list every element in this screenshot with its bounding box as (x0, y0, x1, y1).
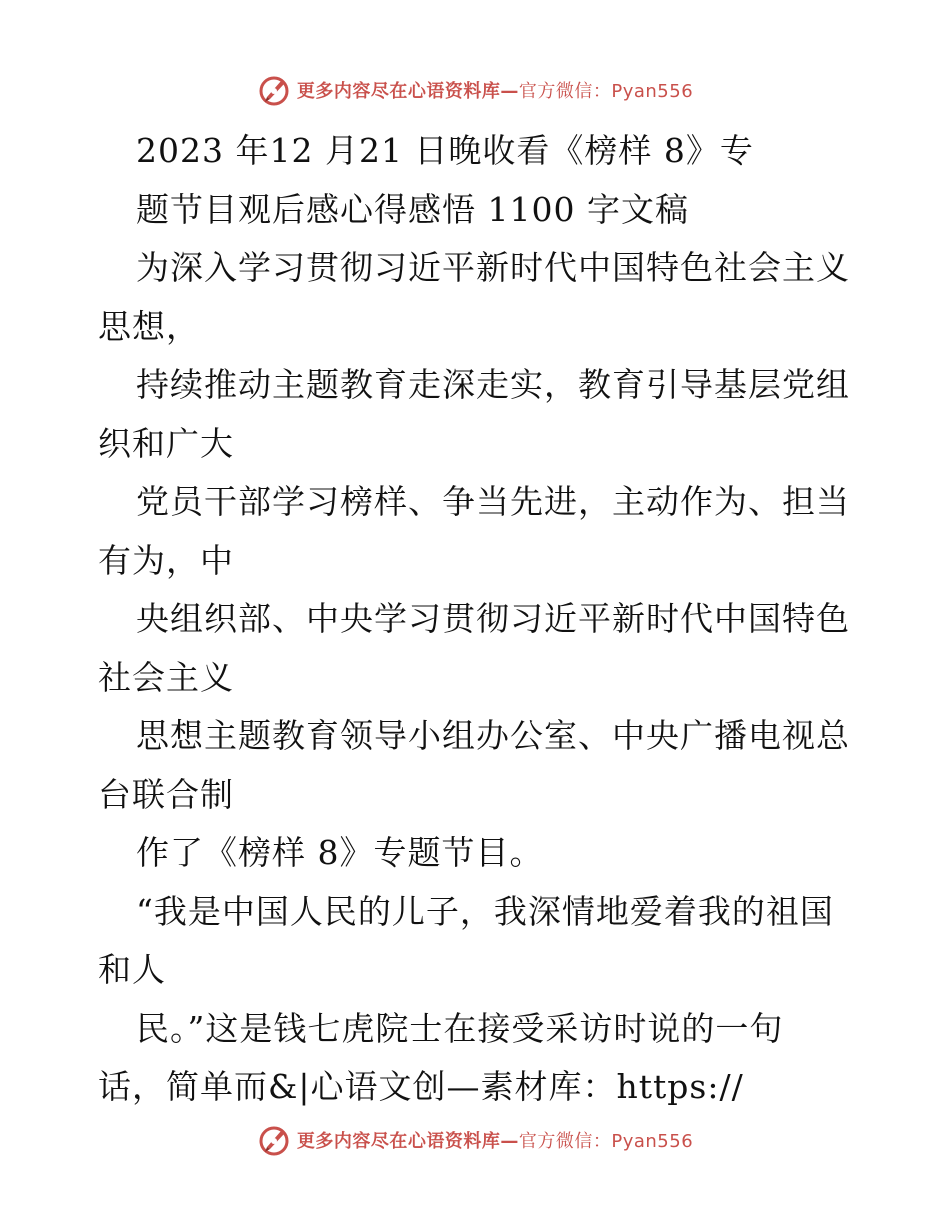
body-line: 思想， (98, 306, 200, 346)
watermark-wechat-label: 官方微信： (518, 81, 612, 102)
footer-watermark (0, 1120, 950, 1160)
quill-pen-logo-icon (257, 1123, 291, 1157)
body-line: 央组织部、中央学习贯彻习近平新时代中国特色 (136, 599, 850, 638)
body-line: 党员干部学习榜样、争当先进，主动作为、担当 (136, 482, 850, 521)
body-line: “我是中国人民的儿子，我深情地爱着我的祖国 (136, 891, 834, 931)
document-body (98, 122, 858, 1117)
quill-pen-logo-icon (257, 73, 291, 107)
body-line: 民。”这是钱七虎院士在接受采访时说的一句 (136, 1008, 784, 1048)
body-line: 织和广大 (98, 423, 234, 463)
watermark-group (257, 1123, 693, 1157)
body-line: 思想主题教育领导小组办公室、中央广播电视总 (136, 716, 850, 755)
watermark-brand: 更多内容尽在心语资料库 (296, 1131, 501, 1152)
watermark-group (257, 73, 693, 107)
watermark-text (297, 77, 693, 103)
body-line: 台联合制 (98, 774, 234, 814)
body-line: 有为，中 (98, 540, 234, 580)
header-watermark (0, 70, 950, 110)
title-line-1: 2023 年12 月21 日晚收看《榜样 8》专 (136, 131, 754, 170)
watermark-separator: — (500, 81, 519, 102)
watermark-wechat-label: 官方微信： (518, 1131, 612, 1152)
watermark-separator: — (500, 1131, 519, 1152)
body-line: 作了《榜样 8》专题节目。 (136, 833, 544, 872)
body-line: 社会主义 (98, 657, 234, 697)
watermark-wechat-id: Pyan556 (611, 1131, 694, 1152)
watermark-wechat-id: Pyan556 (611, 81, 694, 102)
body-line: 话，简单而&|心语文创—素材库：https:// (98, 1067, 744, 1106)
watermark-text (297, 1127, 693, 1153)
body-line: 持续推动主题教育走深走实，教育引导基层党组 (136, 365, 850, 404)
body-line: 和人 (98, 950, 166, 989)
watermark-brand: 更多内容尽在心语资料库 (296, 81, 501, 102)
title-line-2: 题节目观后感心得感悟 1100 字文稿 (136, 189, 689, 229)
body-line: 为深入学习贯彻习近平新时代中国特色社会主义 (136, 248, 850, 287)
